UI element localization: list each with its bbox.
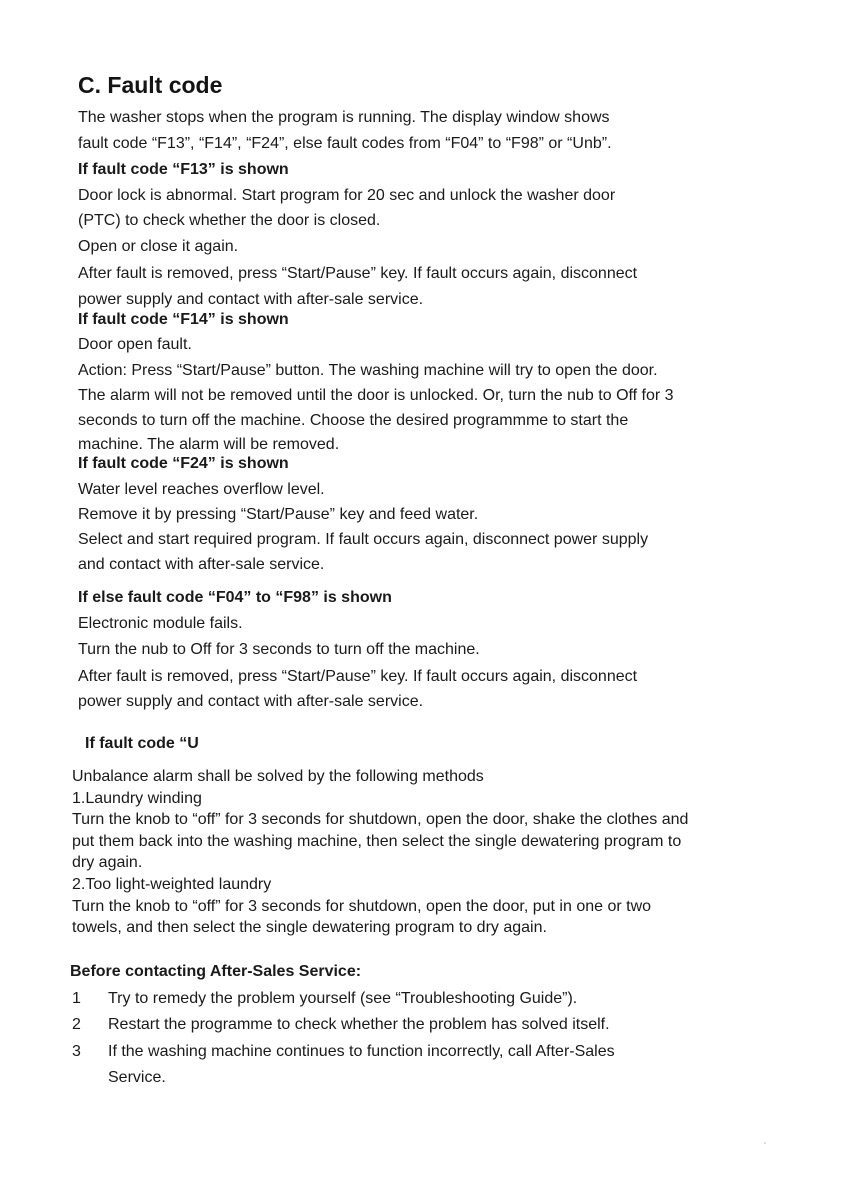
f04-line: After fault is removed, press “Start/Pause” key. If fault occurs again, disconnect <box>78 668 638 685</box>
f04-line: power supply and contact with after-sale service. <box>78 693 424 710</box>
f14-heading: If fault code “F14” is shown <box>78 311 289 328</box>
f14-line: The alarm will not be removed until the door is unlocked. Or, turn the nub to Off for 3 <box>78 387 674 404</box>
service-item-number: 2 <box>72 1016 81 1033</box>
service-item-number: 1 <box>72 990 81 1007</box>
unb-line: 2.Too light-weighted laundry <box>72 876 272 893</box>
f24-line: Water level reaches overflow level. <box>78 481 325 498</box>
unb-line: Turn the knob to “off” for 3 seconds for shutdown, open the door, shake the clothes and <box>72 811 689 828</box>
f14-line: Action: Press “Start/Pause” button. The washing machine will try to open the door. <box>78 362 658 379</box>
f13-line: After fault is removed, press “Start/Pause” key. If fault occurs again, disconnect <box>78 265 638 282</box>
f13-heading: If fault code “F13” is shown <box>78 161 289 178</box>
unb-line: Turn the knob to “off” for 3 seconds for shutdown, open the door, put in one or two <box>72 898 652 915</box>
service-item-text: Try to remedy the problem yourself (see “Troubleshooting Guide”). <box>108 990 578 1007</box>
f14-line: Door open fault. <box>78 336 192 353</box>
intro-line: The washer stops when the program is running. The display window shows <box>78 109 610 126</box>
f13-line: (PTC) to check whether the door is closed. <box>78 212 381 229</box>
f14-line: machine. The alarm will be removed. <box>78 436 340 453</box>
f04-line: Turn the nub to Off for 3 seconds to turn off the machine. <box>78 641 480 658</box>
f24-line: and contact with after-sale service. <box>78 556 325 573</box>
f13-line: power supply and contact with after-sale service. <box>78 291 424 308</box>
unb-line: towels, and then select the single dewatering program to dry again. <box>72 919 547 936</box>
unb-line: 1.Laundry winding <box>72 790 202 807</box>
intro-line: fault code “F13”, “F14”, “F24”, else fault codes from “F04” to “F98” or “Unb”. <box>78 135 612 152</box>
f24-line: Select and start required program. If fault occurs again, disconnect power supply <box>78 531 649 548</box>
page-title: C. Fault code <box>78 72 223 98</box>
f13-line: Door lock is abnormal. Start program for 20 sec and unlock the washer door <box>78 187 616 204</box>
f04-line: Electronic module fails. <box>78 615 243 632</box>
f24-line: Remove it by pressing “Start/Pause” key and feed water. <box>78 506 479 523</box>
service-item-text: Service. <box>108 1069 166 1086</box>
scan-speck <box>764 1142 766 1144</box>
service-item-number: 3 <box>72 1043 81 1060</box>
f13-line: Open or close it again. <box>78 238 239 255</box>
unb-heading: If fault code “U <box>85 735 199 752</box>
service-heading: Before contacting After-Sales Service: <box>70 963 362 980</box>
f04-heading: If else fault code “F04” to “F98” is shown <box>78 589 392 606</box>
unb-line: put them back into the washing machine, then select the single dewatering program to <box>72 833 682 850</box>
service-item-text: Restart the programme to check whether the problem has solved itself. <box>108 1016 610 1033</box>
f14-line: seconds to turn off the machine. Choose the desired programmme to start the <box>78 412 629 429</box>
unb-line: Unbalance alarm shall be solved by the following methods <box>72 768 484 785</box>
unb-line: dry again. <box>72 854 143 871</box>
service-item-text: If the washing machine continues to function incorrectly, call After-Sales <box>108 1043 615 1060</box>
f24-heading: If fault code “F24” is shown <box>78 455 289 472</box>
